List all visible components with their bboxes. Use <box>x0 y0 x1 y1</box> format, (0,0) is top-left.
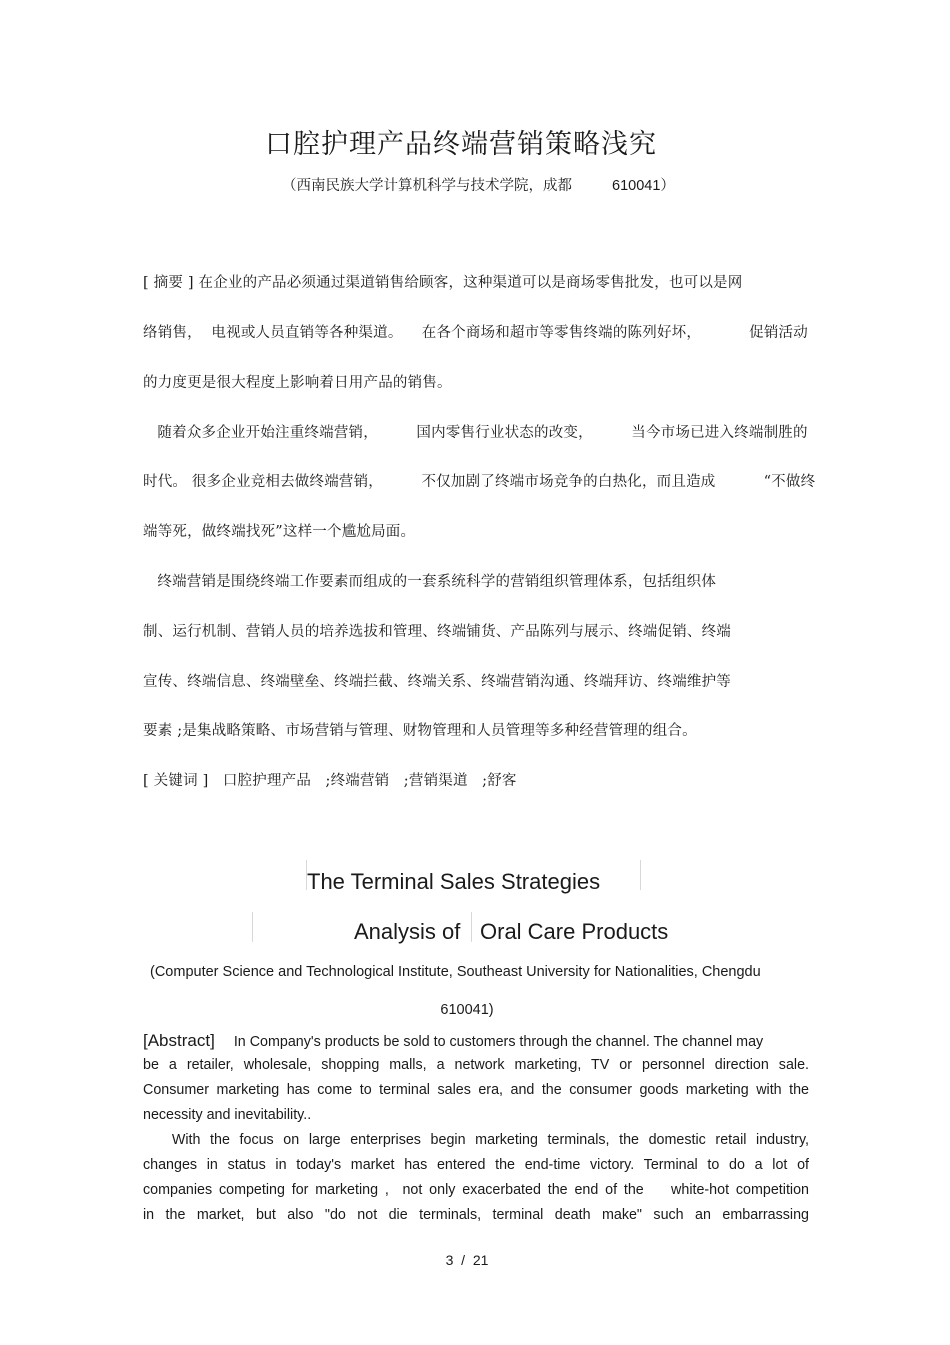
chinese-keywords: [ 关键词 ] 口腔护理产品 ;终端营销 ;营销渠道 ;舒客 <box>143 773 517 789</box>
title-divider <box>252 912 253 942</box>
english-abstract-line: changes in status in today's market has entered the end-time victory. Terminal to do a lot of <box>143 1157 809 1173</box>
chinese-abstract-line: 的力度更是很大程度上影响着日用产品的销售。 <box>143 375 452 391</box>
page-indicator: 3 / 21 <box>445 1252 489 1268</box>
english-title-line-2a: Analysis of <box>354 919 461 944</box>
chinese-title: 口腔护理产品终端营销策略浅究 <box>265 129 657 160</box>
chinese-affiliation-text: （西南民族大学计算机科学与技术学院，成都 <box>282 178 572 194</box>
english-abstract-line: With the focus on large enterprises begin marketing terminals, the domestic retail industry, <box>143 1132 809 1148</box>
chinese-affiliation-code: 610041） <box>612 178 675 194</box>
chinese-abstract-line: 终端营销是围绕终端工作要素而组成的一套系统科学的营销组织管理体系，包括组织体 <box>143 574 717 590</box>
english-abstract-line: Consumer marketing has come to terminal sales era, and the consumer goods marketing with the <box>143 1082 809 1098</box>
chinese-abstract-line: 制、运行机制、营销人员的培养选拔和管理、终端铺货、产品陈列与展示、终端促销、终端 <box>143 624 731 640</box>
chinese-abstract-line: 要素 ;是集战略策略、市场营销与管理、财物管理和人员管理等多种经营管理的组合。 <box>143 723 697 739</box>
english-abstract-line: companies competing for marketing , not only exacerbated the end of the white-hot competition <box>143 1182 809 1198</box>
chinese-abstract-line: 络销售， 电视或人员直销等各种渠道。 在各个商场和超市等零售终端的陈列好坏， 促销活动 <box>143 325 808 341</box>
english-affiliation: (Computer Science and Technological Institute, Southeast University for Nationalities, Chengdu <box>150 964 761 980</box>
title-divider <box>471 912 472 942</box>
chinese-abstract-line: 随着众多企业开始注重终端营销， 国内零售行业状态的改变， 当今市场已进入终端制胜的 <box>143 425 808 441</box>
english-abstract-line: necessity and inevitability.. <box>143 1107 312 1123</box>
chinese-abstract-line: 端等死，做终端找死”这样一个尴尬局面。 <box>143 524 416 540</box>
chinese-affiliation <box>282 174 675 195</box>
english-affiliation-code: 610041) <box>440 1002 494 1018</box>
abstract-label: [Abstract] <box>143 1031 215 1050</box>
chinese-abstract-line: 时代。 很多企业竞相去做终端营销， 不仅加剧了终端市场竞争的白热化，而且造成 “不做终 <box>143 474 816 490</box>
chinese-abstract-line: 宣传、终端信息、终端壁垒、终端拦截、终端关系、终端营销沟通、终端拜访、终端维护等 <box>143 674 731 690</box>
title-divider <box>640 860 641 890</box>
english-title-line-2b: Oral Care Products <box>480 919 669 944</box>
english-abstract-first-line <box>143 1031 763 1051</box>
chinese-abstract-line: [ 摘要 ] 在企业的产品必须通过渠道销售给顾客，这种渠道可以是商场零售批发，也可以是网 <box>143 275 743 291</box>
abstract-first-text: In Company's products be sold to customers through the channel. The channel may <box>233 1034 764 1050</box>
english-title-line-1: The Terminal Sales Strategies <box>307 869 601 894</box>
english-abstract-line: be a retailer, wholesale, shopping malls, a network marketing, TV or personnel direction sale. <box>143 1057 809 1073</box>
english-abstract-line: in the market, but also "do not die terminals, terminal death make" such an embarrassing <box>143 1207 809 1223</box>
